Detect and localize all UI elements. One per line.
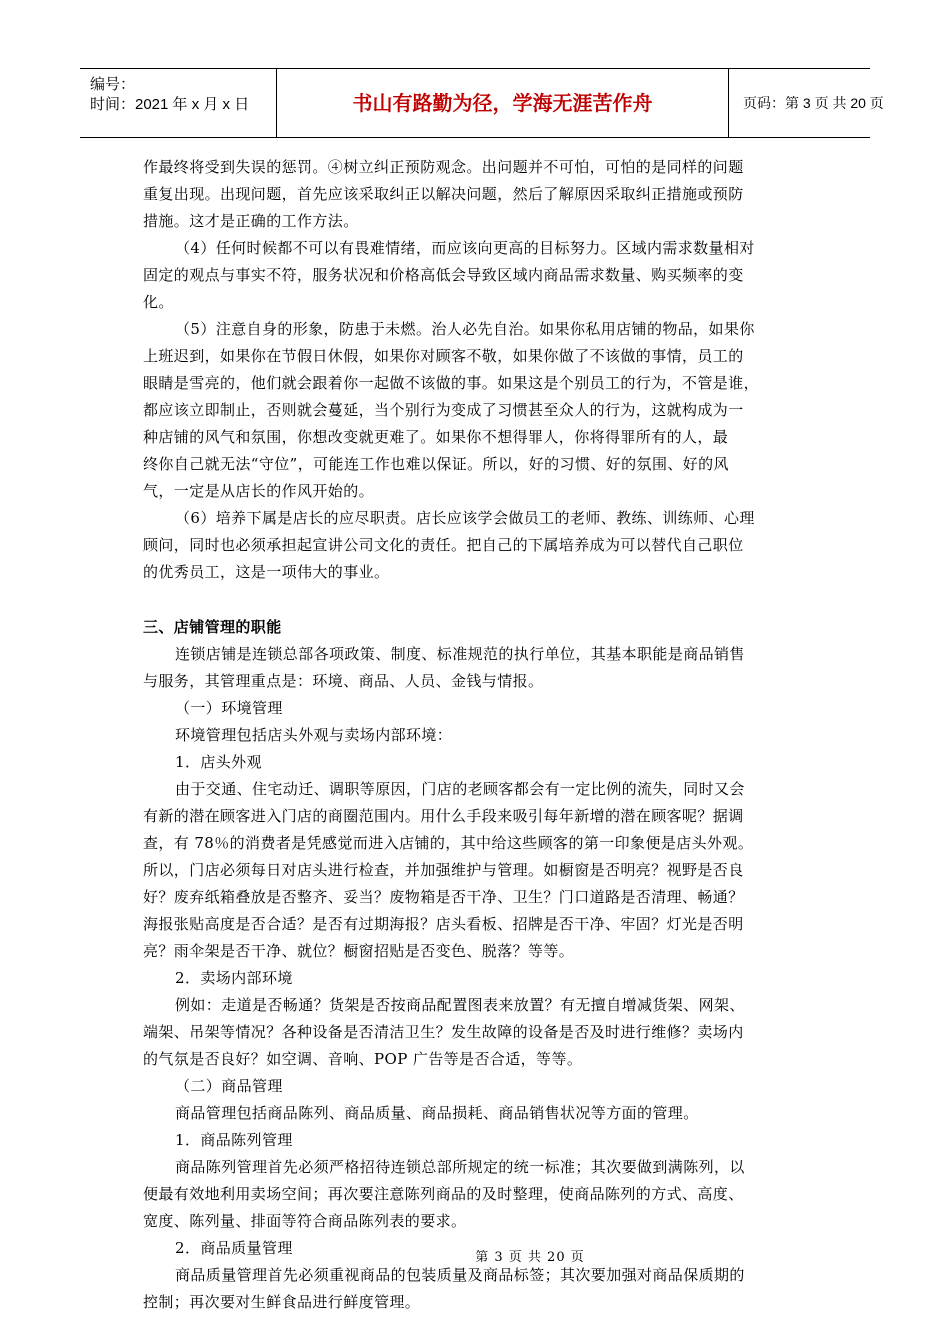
- page-header: [80, 68, 884, 138]
- text-line: 商品管理包括商品陈列、商品质量、商品损耗、商品销售状况等方面的管理。: [175, 1104, 699, 1122]
- paragraph: [143, 235, 809, 316]
- text-line: （6）培养下属是店长的应尽职责。店长应该学会做员工的老师、教练、训练师、心理: [175, 509, 755, 527]
- text-line: 端架、吊架等情况？各种设备是否清洁卫生？发生故障的设备是否及时进行维修？卖场内: [143, 1023, 744, 1041]
- paragraph: [143, 505, 809, 586]
- text-line: 亮？雨伞架是否干净、就位？橱窗招贴是否变色、脱落？等等。: [143, 942, 575, 960]
- text-line: 作最终将受到失误的惩罚。④树立纠正预防观念。出问题并不可怕，可怕的是同样的问题: [143, 158, 744, 176]
- text-line: 海报张贴高度是否合适？是否有过期海报？店头看板、招牌是否干净、牢固？灯光是否明: [143, 915, 744, 933]
- text-line: 有新的潜在顾客进入门店的商圈范围内。用什么手段来吸引每年新增的潜在顾客呢？据调: [143, 807, 744, 825]
- section-gap: [143, 586, 809, 614]
- paragraph: [143, 1262, 809, 1316]
- text-line: 的气氛是否良好？如空调、音响、POP 广告等是否合适，等等。: [143, 1050, 583, 1068]
- text-line: 商品质量管理首先必须重视商品的包装质量及商品标签；其次要加强对商品保质期的: [175, 1266, 745, 1284]
- text-line: （5）注意自身的形象，防患于未燃。治人必先自治。如果你私用店铺的物品，如果你: [175, 320, 755, 338]
- text-line: 固定的观点与事实不符，服务状况和价格高低会导致区域内商品需求数量、购买频率的变: [143, 266, 744, 284]
- text-line: 连锁店铺是连锁总部各项政策、制度、标准规范的执行单位，其基本职能是商品销售: [175, 645, 745, 663]
- text-line: 重复出现。出现问题，首先应该采取纠正以解决问题，然后了解原因采取纠正措施或预防: [143, 185, 744, 203]
- text-line: 由于交通、住宅动迁、调职等原因，门店的老顾客都会有一定比例的流失，同时又会: [175, 780, 745, 798]
- text-line: 查，有 78％的消费者是凭感觉而进入店铺的，其中给这些顾客的第一印象便是店头外观。: [143, 834, 754, 852]
- text-line: 气，一定是从店长的作风开始的。: [143, 482, 375, 500]
- header-meta: [80, 69, 277, 137]
- subsection-title: （一）环境管理: [175, 699, 283, 717]
- text-line: 种店铺的风气和氛围，你想改变就更难了。如果你不想得罪人，你将得罪所有的人，最: [143, 428, 729, 446]
- subsection-title: （二）商品管理: [175, 1077, 283, 1095]
- list-item-heading: 2．卖场内部环境: [175, 969, 293, 987]
- header-page-label: 页码：第 3 页 共 20 页: [743, 95, 884, 111]
- document-date-label: 时间：2021 年 x 月 x 日: [90, 96, 250, 113]
- text-line: 便最有效地利用卖场空间；再次要注意陈列商品的及时整理，使商品陈列的方式、高度、: [143, 1185, 744, 1203]
- text-line: 宽度、陈列量、排面等符合商品陈列表的要求。: [143, 1212, 467, 1230]
- text-line: 终你自己就无法“守位”，可能连工作也难以保证。所以，好的习惯、好的氛围、好的风: [143, 455, 729, 473]
- text-line: （4）任何时候都不可以有畏难情绪，而应该向更高的目标努力。区域内需求数量相对: [175, 239, 755, 257]
- paragraph: [143, 641, 809, 695]
- text-line: 的优秀员工，这是一项伟大的事业。: [143, 563, 390, 581]
- paragraph: [143, 992, 809, 1073]
- paragraph: [143, 1154, 809, 1235]
- paragraph: [143, 316, 809, 505]
- text-line: 措施。这才是正确的工作方法。: [143, 212, 359, 230]
- text-line: 所以，门店必须每日对店头进行检查，并加强维护与管理。如橱窗是否明亮？视野是否良: [143, 861, 744, 879]
- text-line: 上班迟到，如果你在节假日休假，如果你对顾客不敬，如果你做了不该做的事情，员工的: [143, 347, 744, 365]
- text-line: 例如：走道是否畅通？货架是否按商品配置图表来放置？有无擅自增减货架、网架、: [175, 996, 745, 1014]
- text-line: 都应该立即制止，否则就会蔓延，当个别行为变成了习惯甚至众人的行为，这就构成为一: [143, 401, 744, 419]
- text-line: 顾问，同时也必须承担起宣讲公司文化的责任。把自己的下属培养成为可以替代自己职位: [143, 536, 744, 554]
- section-title: 三、店铺管理的职能: [143, 618, 282, 636]
- list-item-heading: 1．商品陈列管理: [175, 1131, 293, 1149]
- page-footer: 第 3 页 共 20 页: [475, 1250, 585, 1265]
- text-line: 化。: [143, 293, 174, 311]
- list-item-heading: 2．商品质量管理: [175, 1239, 293, 1257]
- text-line: 环境管理包括店头外观与卖场内部环境：: [175, 726, 453, 744]
- header-motto: 书山有路勤为径，学海无涯苦作舟: [277, 69, 729, 137]
- document-body: [143, 154, 809, 1316]
- list-item-heading: 1．店头外观: [175, 753, 262, 771]
- paragraph: [143, 776, 809, 965]
- text-line: 眼睛是雪亮的，他们就会跟着你一起做不该做的事。如果这是个别员工的行为，不管是谁，: [143, 374, 760, 392]
- text-line: 与服务，其管理重点是：环境、商品、人员、金钱与情报。: [143, 672, 544, 690]
- document-number-label: 编号：: [90, 76, 136, 93]
- text-line: 商品陈列管理首先必须严格招待连锁总部所规定的统一标准；其次要做到满陈列，以: [175, 1158, 745, 1176]
- text-line: 好？废弃纸箱叠放是否整齐、妥当？废物箱是否干净、卫生？门口道路是否清理、畅通？: [143, 888, 744, 906]
- paragraph: [143, 154, 809, 235]
- text-line: 控制；再次要对生鲜食品进行鲜度管理。: [143, 1293, 421, 1311]
